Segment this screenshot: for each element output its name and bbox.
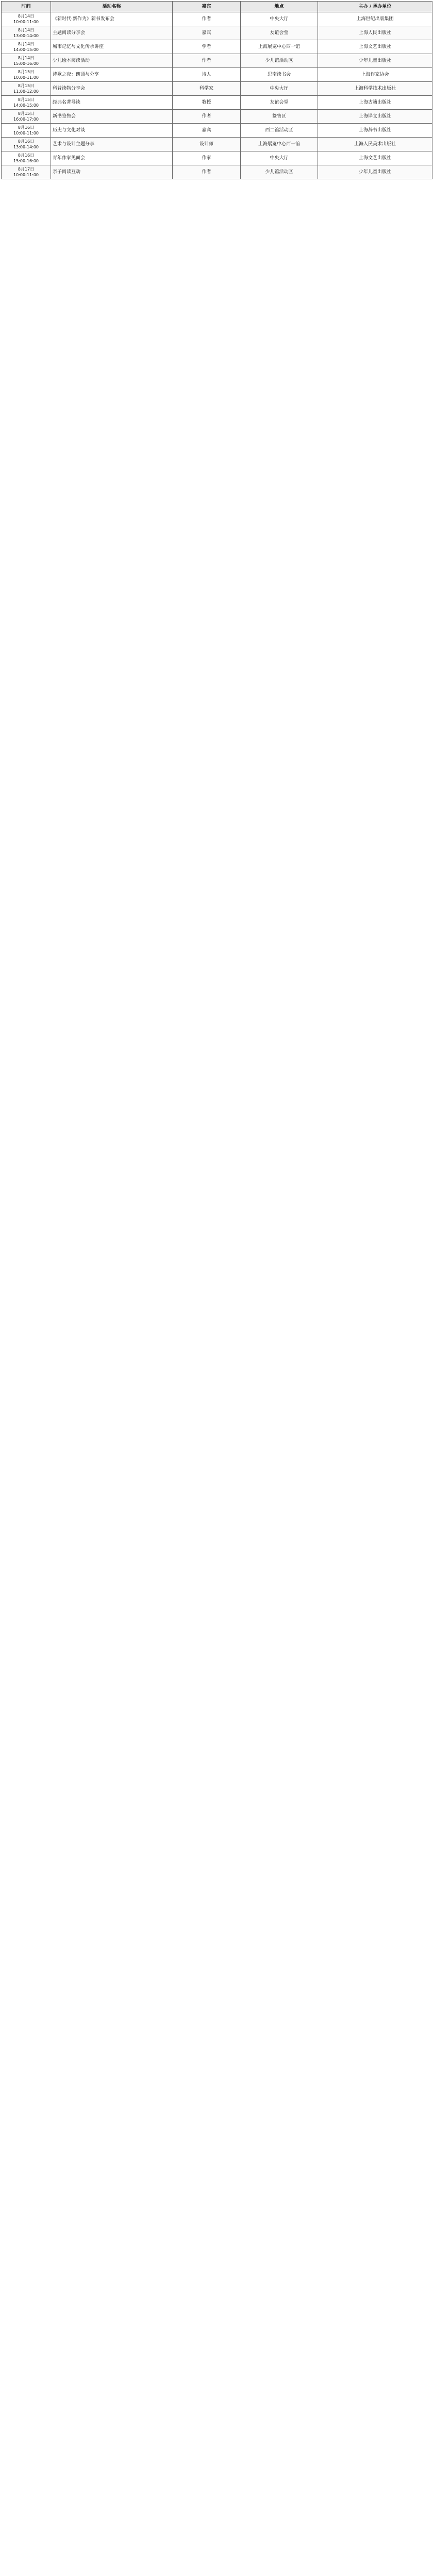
schedule-table	[1, 1, 432, 179]
cell-organizer: 少年儿童出版社	[318, 165, 432, 179]
header-guest: 嘉宾	[173, 2, 241, 12]
cell-guest: 教授	[173, 96, 241, 110]
cell-activity: 经典名著导读	[51, 96, 173, 110]
cell-organizer: 上海作家协会	[318, 68, 432, 82]
cell-activity: 新书签售会	[51, 110, 173, 124]
cell-time: 8月15日 14:00-15:00	[2, 96, 51, 110]
cell-venue: 中央大厅	[241, 82, 318, 96]
cell-organizer: 上海译文出版社	[318, 110, 432, 124]
cell-activity: 少儿绘本阅读活动	[51, 54, 173, 68]
cell-venue: 思南读书会	[241, 68, 318, 82]
cell-guest: 嘉宾	[173, 124, 241, 138]
cell-activity: 主题阅读分享会	[51, 26, 173, 40]
cell-time: 8月17日 10:00-11:00	[2, 165, 51, 179]
cell-activity: 历史与文化对谈	[51, 124, 173, 138]
cell-organizer: 上海古籍出版社	[318, 96, 432, 110]
table-row	[2, 96, 432, 110]
table-row	[2, 138, 432, 151]
table-row	[2, 68, 432, 82]
cell-time: 8月14日 15:00-16:00	[2, 54, 51, 68]
cell-time: 8月16日 13:00-14:00	[2, 138, 51, 151]
cell-guest: 设计师	[173, 138, 241, 151]
cell-venue: 少儿馆活动区	[241, 54, 318, 68]
cell-guest: 学者	[173, 40, 241, 54]
cell-time: 8月14日 14:00-15:00	[2, 40, 51, 54]
schedule-body	[2, 12, 432, 179]
cell-venue: 西二馆活动区	[241, 124, 318, 138]
cell-activity: 青年作家见面会	[51, 151, 173, 165]
cell-guest: 作者	[173, 110, 241, 124]
cell-guest: 作者	[173, 12, 241, 26]
cell-organizer: 上海科学技术出版社	[318, 82, 432, 96]
cell-venue: 上海展览中心西一馆	[241, 138, 318, 151]
cell-guest: 嘉宾	[173, 26, 241, 40]
cell-organizer: 上海辞书出版社	[318, 124, 432, 138]
table-row	[2, 151, 432, 165]
table-row	[2, 124, 432, 138]
cell-activity: 亲子阅读互动	[51, 165, 173, 179]
header-venue: 地点	[241, 2, 318, 12]
header-time: 时间	[2, 2, 51, 12]
cell-activity: 科普读物分享会	[51, 82, 173, 96]
cell-organizer: 上海世纪出版集团	[318, 12, 432, 26]
table-row	[2, 40, 432, 54]
table-header-row	[2, 2, 432, 12]
cell-venue: 上海展览中心西一馆	[241, 40, 318, 54]
cell-guest: 作家	[173, 151, 241, 165]
table-row	[2, 165, 432, 179]
cell-activity: 《新时代·新作为》新书发布会	[51, 12, 173, 26]
cell-venue: 友谊会堂	[241, 26, 318, 40]
cell-time: 8月14日 13:00-14:00	[2, 26, 51, 40]
cell-venue: 少儿馆活动区	[241, 165, 318, 179]
cell-organizer: 上海文艺出版社	[318, 40, 432, 54]
table-row	[2, 12, 432, 26]
cell-guest: 作者	[173, 165, 241, 179]
cell-venue: 中央大厅	[241, 12, 318, 26]
cell-time: 8月16日 15:00-16:00	[2, 151, 51, 165]
cell-guest: 科学家	[173, 82, 241, 96]
cell-guest: 作者	[173, 54, 241, 68]
cell-organizer: 上海人民美术出版社	[318, 138, 432, 151]
header-organizer: 主办 / 承办单位	[318, 2, 432, 12]
cell-time: 8月14日 10:00-11:00	[2, 12, 51, 26]
cell-venue: 友谊会堂	[241, 96, 318, 110]
cell-activity: 诗歌之夜：朗诵与分享	[51, 68, 173, 82]
cell-time: 8月16日 10:00-11:00	[2, 124, 51, 138]
schedule-page	[1, 1, 432, 179]
cell-venue: 中央大厅	[241, 151, 318, 165]
cell-activity: 城市记忆与文化传承讲座	[51, 40, 173, 54]
cell-organizer: 上海人民出版社	[318, 26, 432, 40]
cell-time: 8月15日 16:00-17:00	[2, 110, 51, 124]
cell-organizer: 少年儿童出版社	[318, 54, 432, 68]
cell-time: 8月15日 10:00-11:00	[2, 68, 51, 82]
cell-venue: 签售区	[241, 110, 318, 124]
cell-organizer: 上海文艺出版社	[318, 151, 432, 165]
cell-guest: 诗人	[173, 68, 241, 82]
table-row	[2, 110, 432, 124]
cell-time: 8月15日 11:00-12:00	[2, 82, 51, 96]
table-row	[2, 26, 432, 40]
table-row	[2, 82, 432, 96]
cell-activity: 艺术与设计主题分享	[51, 138, 173, 151]
table-row	[2, 54, 432, 68]
header-activity: 活动名称	[51, 2, 173, 12]
